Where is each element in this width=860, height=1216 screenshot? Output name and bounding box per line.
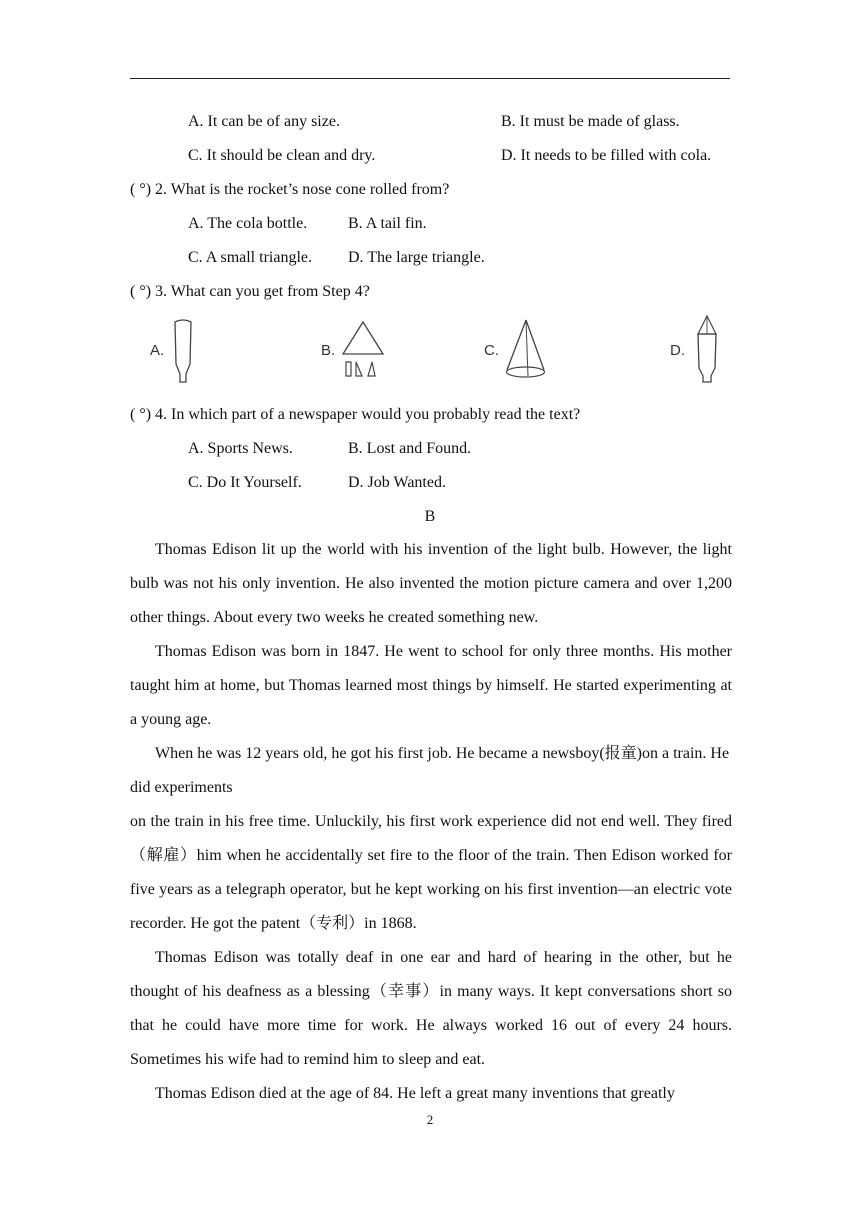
q1-option-b: B. It must be made of glass.	[501, 113, 680, 130]
passage-b	[130, 533, 732, 1111]
page-number: 2	[426, 1112, 434, 1127]
q4-option-d: D. Job Wanted.	[348, 474, 446, 491]
figure-label-a: A.	[150, 342, 165, 359]
passage-paragraph: Thomas Edison lit up the world with his invention of the light bulb. However, the light bulb was not his only invention. He also invented the motion picture camera and over 1,200 other things. About every two weeks he created something new.	[130, 541, 732, 626]
passage-paragraph: Thomas Edison died at the age of 84. He left a great many inventions that greatly	[155, 1085, 675, 1102]
q2-option-b: B. A tail fin.	[348, 215, 427, 232]
q2-option-a: A. The cola bottle.	[188, 215, 308, 232]
passage-paragraph: When he was 12 years old, he got his first job. He became a newsboy(报童)on a train. He did experiments	[130, 745, 730, 796]
section-heading-b: B	[424, 508, 436, 525]
figure-label-b: B.	[321, 342, 336, 359]
cone-figure-c	[500, 312, 550, 388]
q4-option-a: A. Sports News.	[188, 440, 293, 457]
passage-paragraph: Thomas Edison was born in 1847. He went to school for only three months. His mother taught him at home, but Thomas learned most things by himself. He started experimenting at a young age.	[130, 643, 732, 728]
figure-label-c: C.	[484, 342, 499, 359]
q2-option-c: C. A small triangle.	[188, 249, 312, 266]
q1-option-d: D. It needs to be filled with cola.	[501, 147, 712, 164]
passage-paragraph: on the train in his free time. Unluckily, his first work experience did not end well. They fired（解雇）him when he accidentally set fire to the floor of the train. Then Edison worked for five years as a telegraph operator, but he kept working on his first invention—an electric vote recorder. He got the patent（专利）in 1868.	[130, 813, 732, 932]
q3-stem: ( °) 3. What can you get from Step 4?	[130, 283, 370, 300]
q2-stem: ( °) 2. What is the rocket’s nose cone rolled from?	[130, 181, 450, 198]
q4-option-c: C. Do It Yourself.	[188, 474, 302, 491]
rocket-figure-d	[692, 312, 722, 388]
q1-option-a: A. It can be of any size.	[188, 113, 340, 130]
triangle-fins-figure-b	[338, 312, 388, 388]
q1-option-c: C. It should be clean and dry.	[188, 147, 376, 164]
q2-option-d: D. The large triangle.	[348, 249, 485, 266]
q3-figure-options	[0, 312, 860, 388]
passage-paragraph: Thomas Edison was totally deaf in one ear and hard of hearing in the other, but he thought of his deafness as a blessing（幸事）in many ways. It kept conversations short so that he could have more time for work. He always worked 16 out of every 24 hours. Sometimes his wife had to remind him to sleep and eat.	[130, 949, 732, 1068]
header-rule	[130, 78, 730, 79]
figure-label-d: D.	[670, 342, 685, 359]
q4-stem: ( °) 4. In which part of a newspaper would you probably read the text?	[130, 406, 581, 423]
q4-option-b: B. Lost and Found.	[348, 440, 472, 457]
bottle-figure-a	[168, 312, 198, 388]
